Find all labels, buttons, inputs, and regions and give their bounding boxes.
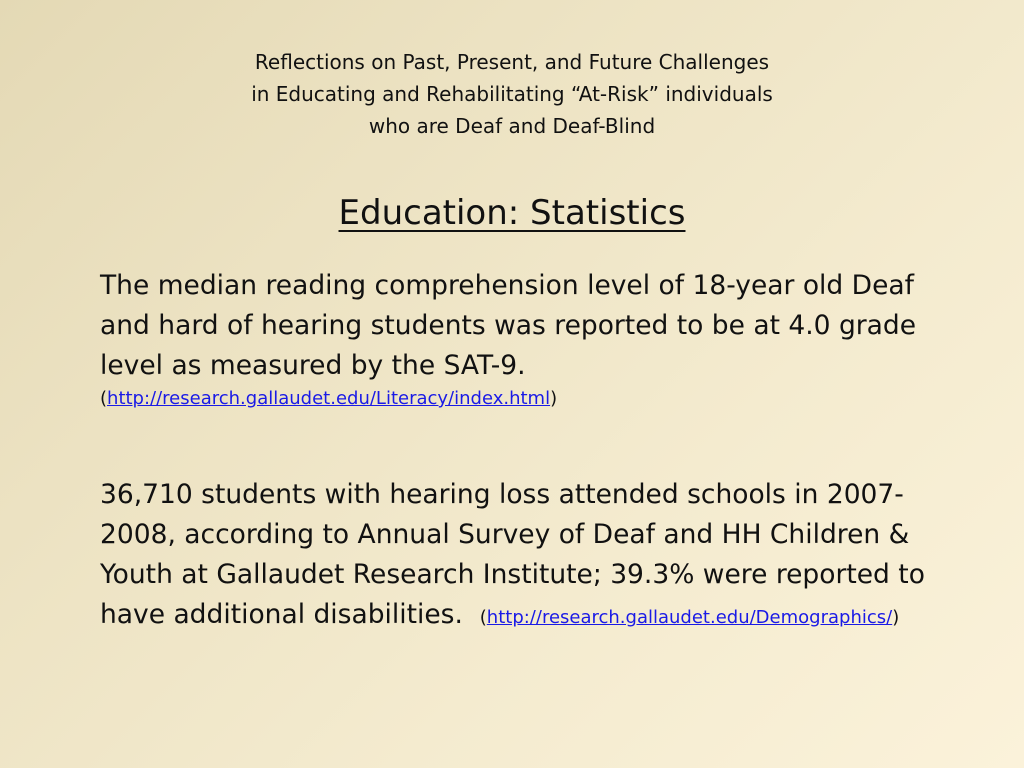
paragraph-2-line-1: 36,710 students with hearing loss attended schools in 2007- xyxy=(100,479,904,510)
literacy-link[interactable]: http://research.gallaudet.edu/Literacy/index.html xyxy=(107,388,551,409)
citation-literacy xyxy=(100,386,972,412)
paragraph-2-line-4 xyxy=(100,595,972,638)
header-line-3: who are Deaf and Deaf-Blind xyxy=(368,114,656,138)
citation-demographics xyxy=(480,607,899,628)
citation-close-paren: ) xyxy=(892,607,900,628)
citation-open-paren: ( xyxy=(100,388,108,409)
citation-close-paren: ) xyxy=(550,388,558,409)
slide-title: Education: Statistics xyxy=(338,193,686,233)
slide-header xyxy=(112,46,912,142)
paragraph-2-line-3: Youth at Gallaudet Research Institute; 39.3% were reported to xyxy=(100,559,925,590)
paragraph-1-line-2: and hard of hearing students was reported to be at 4.0 grade xyxy=(100,310,917,341)
header-line-2: in Educating and Rehabilitating “At-Risk” individuals xyxy=(251,82,773,106)
header-line-1: Reflections on Past, Present, and Future Challenges xyxy=(254,50,770,74)
demographics-link[interactable]: http://research.gallaudet.edu/Demographics/ xyxy=(486,607,893,628)
paragraph-reading-level xyxy=(100,266,972,412)
paragraph-1-line-3: level as measured by the SAT-9. xyxy=(100,350,526,381)
citation-open-paren: ( xyxy=(479,607,487,628)
paragraph-enrollment xyxy=(100,475,972,638)
paragraph-1-line-1: The median reading comprehension level of 18-year old Deaf xyxy=(100,270,914,301)
paragraph-2-line-2: 2008, according to Annual Survey of Deaf and HH Children & xyxy=(100,519,910,550)
paragraph-2-line-4-text: have additional disabilities. xyxy=(100,599,463,630)
